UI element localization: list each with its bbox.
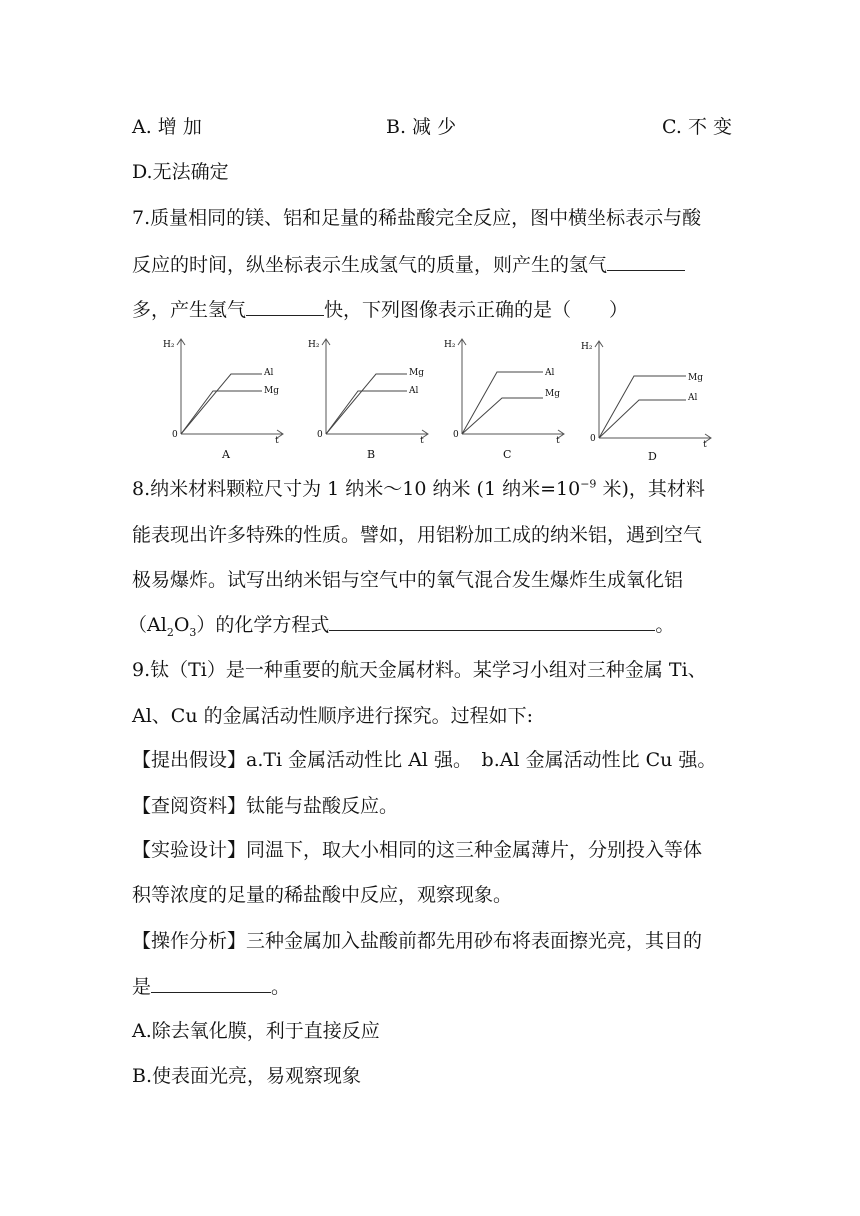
- graph-d-top-label: Mg: [688, 373, 703, 383]
- q9-line-2: Al、Cu 的金属活动性顺序进行探究。过程如下:: [132, 705, 534, 727]
- graph-d-origin: 0: [590, 434, 596, 444]
- q8-line-2: 能表现出许多特殊的性质。譬如，用铝粉加工成的纳米铝，遇到空气: [132, 524, 703, 546]
- q8-equation-blank[interactable]: [329, 612, 655, 631]
- graph-b-line-bottom: [326, 391, 407, 434]
- graph-a: [158, 336, 288, 466]
- q9-design-line-2: 积等浓度的足量的稀盐酸中反应，观察现象。: [132, 884, 513, 906]
- graph-d-line-top: [599, 376, 686, 438]
- q8-line-3: 极易爆炸。试写出纳米铝与空气中的氧气混合发生爆炸生成氧化铝: [132, 569, 684, 591]
- q6-option-c: C. 不 变: [662, 116, 732, 138]
- q7-blank-1[interactable]: [607, 252, 685, 271]
- graph-d: [576, 336, 716, 466]
- graph-c-bottom-label: Mg: [545, 389, 560, 399]
- graph-a-top-label: Al: [264, 368, 274, 378]
- graph-d-x-label: t: [703, 440, 707, 450]
- q7-line-2: 反应的时间，纵坐标表示生成氢气的质量，则产生的氢气: [132, 252, 732, 277]
- q7-graphs: [158, 336, 718, 466]
- q9-analysis-line-1: 【操作分析】三种金属加入盐酸前都先用砂布将表面擦光亮，其目的: [132, 930, 703, 952]
- graph-d-y-label: H₂: [581, 342, 593, 352]
- graph-b: [303, 336, 433, 466]
- q6-option-a: A. 增 加: [132, 116, 202, 138]
- graph-b-y-label: H₂: [308, 340, 320, 350]
- q9-analysis-blank[interactable]: [151, 974, 271, 993]
- q7-line-1: 7.质量相同的镁、铝和足量的稀盐酸完全反应，图中横坐标表示与酸: [132, 207, 702, 229]
- graph-b-bottom-label: Al: [409, 386, 419, 396]
- graph-c-caption: C: [503, 448, 512, 461]
- graph-c-x-label: t: [556, 436, 560, 446]
- graph-a-line-top: [181, 374, 262, 434]
- graph-a-y-label: H₂: [163, 340, 175, 350]
- q8-line-4: $(Al_2O_3)$的化学方程式 。: [128, 614, 675, 639]
- graph-a-line-bottom: [181, 391, 262, 434]
- q9-hypothesis: 【提出假设】a.Ti 金属活动性比 Al 强。 b.Al 金属活动性比 Cu 强。: [132, 749, 717, 771]
- graph-b-x-label: t: [420, 436, 424, 446]
- graph-b-top-label: Mg: [409, 368, 424, 378]
- q8-line-1: 8.纳米材料颗粒尺寸为 1 纳米～10 纳米 (1 纳米$=10^{-9}$ 米)，其材料: [132, 477, 705, 500]
- graph-a-origin: 0: [172, 430, 178, 440]
- q9-reference: 【查阅资料】钛能与盐酸反应。: [132, 795, 399, 817]
- q9-line-1: 9.钛（Ti）是一种重要的航天金属材料。某学习小组对三种金属 Ti、: [132, 659, 707, 681]
- graph-c: [439, 336, 569, 466]
- q6-option-b: B. 减 少: [386, 116, 457, 138]
- graph-c-top-label: Al: [545, 368, 555, 378]
- graph-c-y-label: H₂: [444, 340, 456, 350]
- graph-b-line-top: [326, 374, 407, 434]
- q7-line-3: 多，产生氢气 快，下列图像表示正确的是（ ）: [132, 299, 629, 321]
- q9-analysis-line-2: 是 。: [132, 976, 291, 998]
- q6-option-d: D.无法确定: [132, 161, 229, 183]
- graph-d-caption: D: [648, 450, 657, 463]
- graph-c-origin: 0: [453, 430, 459, 440]
- graph-c-line-top: [462, 372, 543, 434]
- graph-c-line-bottom: [462, 398, 543, 434]
- graph-b-caption: B: [367, 448, 376, 461]
- q9-option-a: A.除去氧化膜，利于直接反应: [132, 1020, 380, 1042]
- graph-b-origin: 0: [317, 430, 323, 440]
- q7-blank-2[interactable]: [246, 297, 324, 316]
- q9-option-b: B.使表面光亮，易观察现象: [132, 1065, 362, 1087]
- graph-d-line-bottom: [599, 400, 686, 438]
- graph-a-caption: A: [222, 448, 230, 461]
- q9-design-line-1: 【实验设计】同温下，取大小相同的这三种金属薄片，分别投入等体: [132, 839, 703, 861]
- graph-d-bottom-label: Al: [688, 393, 698, 403]
- graph-a-bottom-label: Mg: [264, 386, 279, 396]
- graph-a-x-label: t: [275, 436, 279, 446]
